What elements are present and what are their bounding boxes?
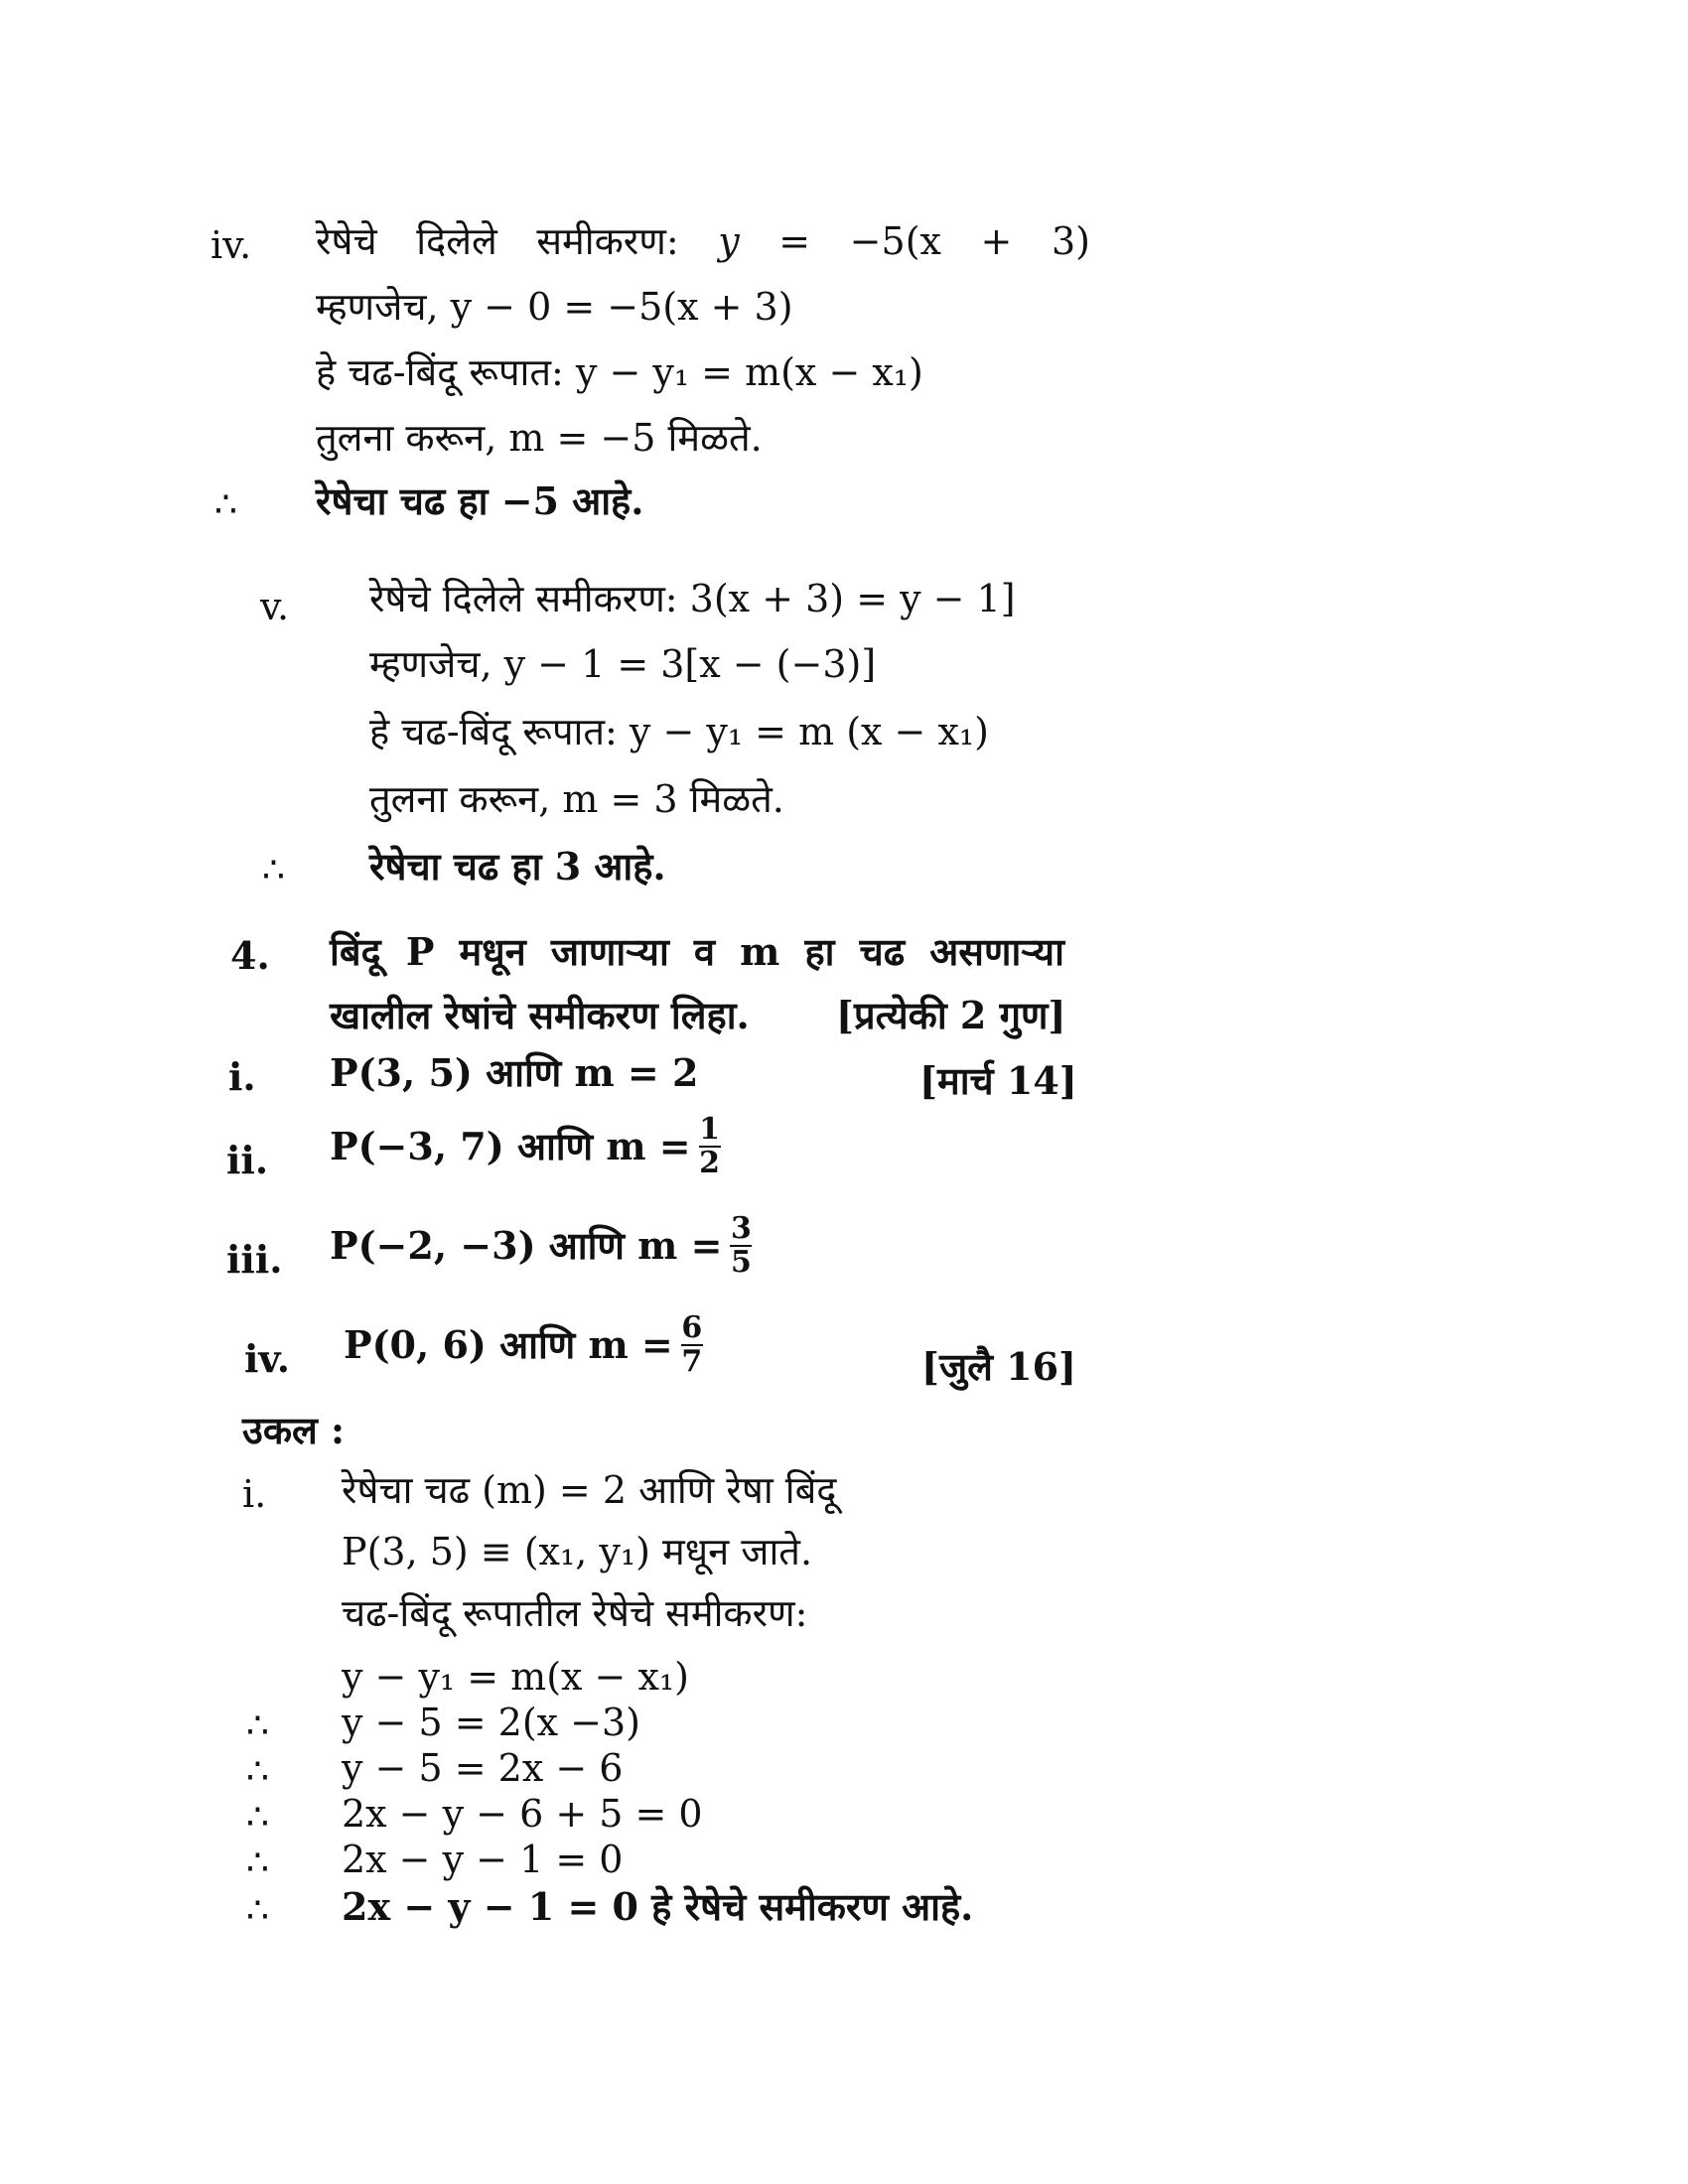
solution-line-2: P(3, 5) ≡ (x₁, y₁) मधून जाते.: [342, 1530, 813, 1573]
word: मधून: [459, 929, 526, 974]
subquestion-text: P(−2, −3) आणि m =: [330, 1222, 723, 1268]
part-v-line-4: तुलना करून, m = 3 मिळते.: [369, 777, 784, 821]
part-v-line-2: म्हणजेच, y − 1 = 3[x − (−3)]: [369, 642, 877, 686]
subquestion-iii: [330, 1213, 752, 1278]
item-label-iv: iv.: [211, 223, 252, 267]
fraction: [699, 1114, 721, 1178]
solution-line-3: चढ-बिंदू रूपातील रेषेचे समीकरण:: [342, 1591, 808, 1635]
therefore-symbol: ∴: [246, 1751, 269, 1792]
word: असणाऱ्या: [929, 929, 1064, 974]
fraction: [730, 1213, 752, 1278]
subquestion-text: P(0, 6) आणि m =: [344, 1321, 673, 1367]
marks-note: [प्रत्येकी 2 गुण]: [836, 993, 1066, 1037]
item-label: i.: [228, 1054, 256, 1099]
subquestion-ii: [330, 1114, 721, 1178]
word: +: [980, 219, 1013, 263]
solution-heading: उकल :: [242, 1408, 346, 1452]
denominator: 7: [681, 1343, 703, 1379]
part-v-line-3: हे चढ-बिंदू रूपात: y − y₁ = m (x − x₁): [369, 710, 989, 753]
word: चढ: [859, 929, 906, 974]
word: m: [740, 929, 780, 974]
solution-step: 2x − y − 1 = 0: [342, 1838, 624, 1881]
item-label: iii.: [226, 1237, 283, 1282]
part-iv-conclusion: रेषेचा चढ हा −5 आहे.: [316, 478, 644, 523]
numerator: 3: [731, 1211, 752, 1246]
solution-step: y − 5 = 2(x −3): [342, 1701, 640, 1744]
word: बिंदू: [330, 929, 381, 974]
part-iv-equation-line: [316, 219, 1090, 263]
fraction: [681, 1312, 703, 1377]
word: −5(x: [849, 219, 941, 263]
solution-step: y − 5 = 2x − 6: [342, 1746, 624, 1790]
word: समीकरण:: [536, 219, 679, 263]
therefore-symbol: ∴: [246, 1890, 269, 1931]
word: =: [778, 219, 811, 263]
item-label-v: v.: [260, 585, 290, 628]
subquestion-i: P(3, 5) आणि m = 2: [330, 1050, 699, 1095]
therefore-symbol: ∴: [262, 850, 285, 890]
question-4-line-2: खालील रेषांचे समीकरण लिहा.: [330, 993, 750, 1037]
part-iv-line-3: हे चढ-बिंदू रूपात: y − y₁ = m(x − x₁): [316, 350, 923, 394]
therefore-symbol: ∴: [246, 1706, 269, 1746]
word: रेषेचे: [316, 219, 377, 263]
word: 3): [1051, 219, 1090, 263]
word: व: [693, 929, 716, 974]
word: y: [718, 219, 740, 263]
subquestion-text: P(−3, 7) आणि m =: [330, 1123, 691, 1168]
numerator: 1: [699, 1112, 721, 1147]
item-label: i.: [242, 1472, 267, 1516]
solution-final: 2x − y − 1 = 0 हे रेषेचे समीकरण आहे.: [342, 1884, 974, 1929]
question-4-line-1: [330, 929, 1064, 974]
word: दिलेले: [416, 219, 497, 263]
denominator: 5: [731, 1244, 752, 1280]
therefore-symbol: ∴: [214, 484, 237, 525]
part-v-line-1: रेषेचे दिलेले समीकरण: 3(x + 3) = y − 1]: [369, 577, 1016, 620]
therefore-symbol: ∴: [246, 1797, 269, 1838]
exam-tag: [मार्च 14]: [919, 1058, 1077, 1103]
word: P: [405, 929, 435, 974]
exam-tag: [जुलै 16]: [921, 1344, 1077, 1389]
question-number: 4.: [230, 933, 270, 978]
numerator: 6: [681, 1310, 703, 1345]
part-iv-line-4: तुलना करून, m = −5 मिळते.: [316, 416, 763, 460]
denominator: 2: [699, 1145, 721, 1180]
part-iv-line-2: म्हणजेच, y − 0 = −5(x + 3): [316, 285, 793, 329]
therefore-symbol: ∴: [246, 1843, 269, 1883]
word: हा: [804, 929, 835, 974]
subquestion-iv: [344, 1312, 703, 1377]
solution-step: 2x − y − 6 + 5 = 0: [342, 1792, 703, 1836]
word: जाणाऱ्या: [550, 929, 669, 974]
item-label: ii.: [226, 1138, 269, 1182]
solution-line-4: y − y₁ = m(x − x₁): [342, 1655, 689, 1699]
item-label: iv.: [244, 1336, 290, 1381]
part-v-conclusion: रेषेचा चढ हा 3 आहे.: [369, 844, 666, 888]
solution-line-1: रेषेचा चढ (m) = 2 आणि रेषा बिंदू: [342, 1468, 837, 1512]
